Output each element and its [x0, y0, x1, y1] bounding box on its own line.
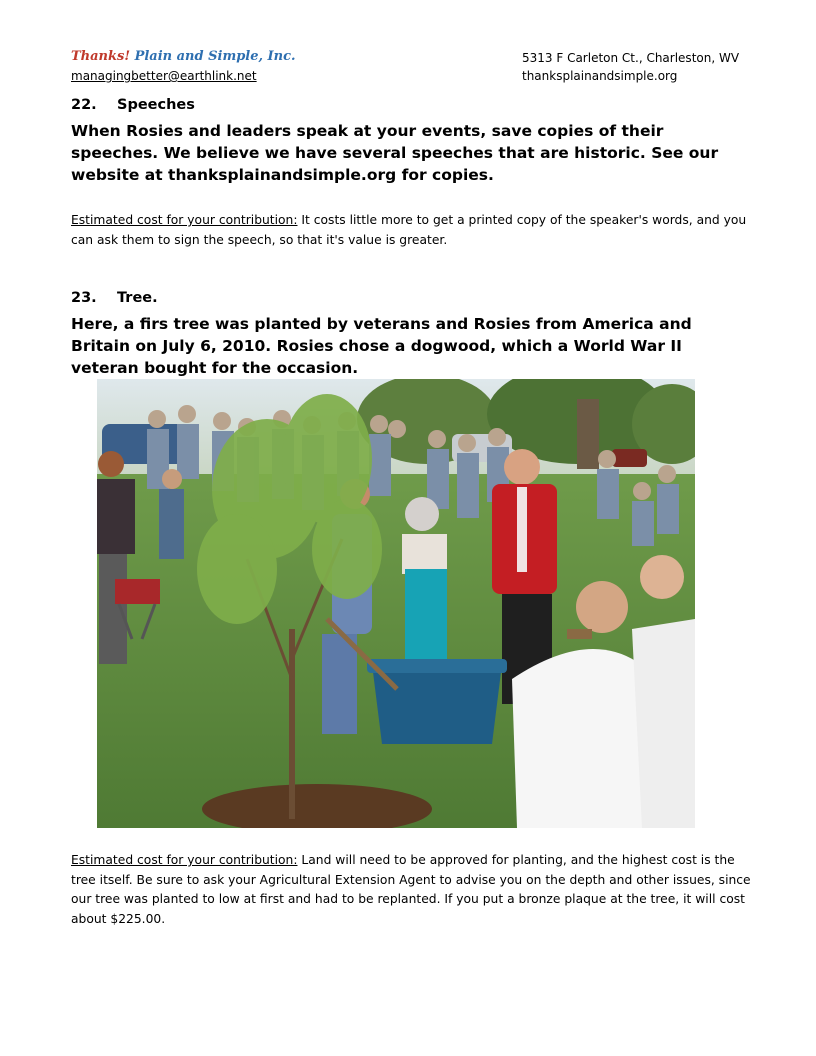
- cost-note-tree: [71, 851, 751, 929]
- tree-planting-photo: [97, 379, 695, 828]
- section-number: 22.: [71, 97, 97, 113]
- section-title: Speeches: [117, 97, 195, 113]
- section-body-tree: Here, a firs tree was planted by veterans and Rosies from America and Britain on July 6, 2010. Rosies chose a dogwood, which a World War II veteran bought for the occasion.: [71, 315, 692, 377]
- email-link[interactable]: managingbetter@earthlink.net: [71, 69, 257, 83]
- organization-name: [71, 49, 296, 64]
- section-title: Tree.: [117, 290, 158, 306]
- section-heading-tree: [71, 290, 158, 306]
- org-name-thanks: Thanks!: [71, 49, 131, 64]
- cost-label: Estimated cost for your contribution:: [71, 213, 298, 227]
- cost-label: Estimated cost for your contribution:: [71, 853, 298, 867]
- section-heading-speeches: [71, 97, 195, 113]
- cost-note-speeches: [71, 211, 751, 250]
- page-header: [71, 49, 751, 89]
- cost-text: Land will need to be approved for planting, and the highest cost is the tree itself. Be sure to ask your Agricultural Extension Agent to advise you on the depth and other issues, since our tree was planted to low at first and had to be replanted. If you put a bronze plaque at the tree, it will cost about $225.00.: [71, 853, 751, 926]
- org-name-rest: Plain and Simple, Inc.: [130, 49, 296, 64]
- address: 5313 F Carleton Ct., Charleston, WV: [522, 51, 740, 65]
- section-number: 23.: [71, 290, 97, 306]
- website: thanksplainandsimple.org: [522, 69, 678, 83]
- cost-text: It costs little more to get a printed copy of the speaker's words, and you can ask them to sign the speech, so that it's value is greater.: [71, 213, 747, 247]
- section-body-speeches: When Rosies and leaders speak at your events, save copies of their speeches. We believe we have several speeches that are historic. See our website at thanksplainandsimple.org for copies.: [71, 122, 719, 184]
